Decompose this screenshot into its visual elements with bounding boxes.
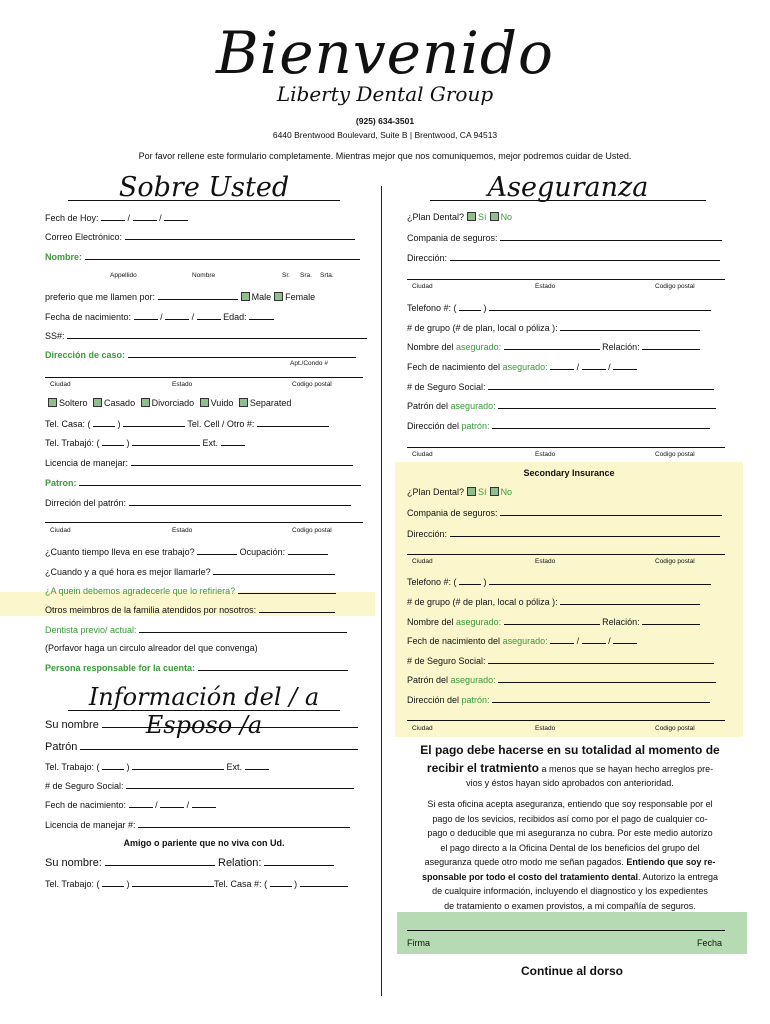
dental-plan-field <box>407 211 512 223</box>
sec-city-label: Ciudad <box>412 558 433 565</box>
spouse-employer-field[interactable] <box>45 740 358 753</box>
group-number-label: # de grupo (# de plan, local o póliza ): <box>407 323 558 333</box>
friend-name-label: Su nombre: <box>45 857 102 869</box>
date-sign-label: Fecha <box>697 938 723 948</box>
sec-insured-name-field[interactable] <box>407 615 700 628</box>
payment-notice <box>400 743 740 790</box>
age-label: Edad: <box>223 312 247 322</box>
section-heading-about: Sobre Usted <box>118 172 290 203</box>
signature-label: Firma <box>407 938 430 948</box>
employer-zip-label: Codigo postal <box>292 527 332 534</box>
job-duration-field[interactable] <box>45 545 328 558</box>
friend-heading: Amigo o pariente que no viva con Ud. <box>123 838 285 848</box>
employer-address-ins-label: Dirección del <box>407 421 460 431</box>
date-field[interactable]: Fech de Hoy: / / <box>45 211 188 224</box>
insured-word-2: asegurado: <box>502 362 548 372</box>
sec-dental-plan-label: ¿Plan Dental? <box>407 487 465 497</box>
ss-label: SS#: <box>45 331 65 341</box>
auth-line-4: el pago directo a la Oficina Dental de los beneficios del grupo del <box>440 842 700 853</box>
city-label: Ciudad <box>50 381 71 388</box>
sec-company-label: Compania de seguros: <box>407 508 498 518</box>
separated-checkbox[interactable] <box>239 398 248 407</box>
insured-employer-label: Patrón del <box>407 401 449 411</box>
call-time-field[interactable] <box>45 565 335 578</box>
sec-phone-label: Telefono #: <box>407 577 452 587</box>
ext-label: Ext. <box>202 438 219 448</box>
sec-dental-plan-field <box>407 486 512 498</box>
soltero-label: Soltero <box>59 398 88 408</box>
responsible-field[interactable] <box>45 661 348 674</box>
employer-ins-zip-label: Codigo postal <box>655 451 695 458</box>
referral-field[interactable] <box>45 584 336 597</box>
sec-plan-si-checkbox[interactable] <box>467 487 476 496</box>
sec-plan-no-label: No <box>500 487 513 497</box>
spouse-work-phone-label: Tel. Trabajo: <box>45 762 95 772</box>
state-label: Estado <box>172 381 193 388</box>
friend-home-phone-label: Tel. Casa #: <box>214 879 262 889</box>
spouse-birthdate-label: Fech de nacimiento: <box>45 800 127 810</box>
employer-ins-city-label: Ciudad <box>412 451 433 458</box>
email-field[interactable] <box>45 230 355 243</box>
insured-name-field[interactable] <box>407 340 700 353</box>
casado-label: Casado <box>104 398 136 408</box>
signature-line[interactable] <box>407 930 725 931</box>
insurance-city-label: Ciudad <box>412 283 433 290</box>
employer-city-line[interactable] <box>45 522 363 523</box>
plan-si-label: Sí <box>478 212 487 222</box>
employer-word: patrón: <box>461 421 490 431</box>
plan-si-checkbox[interactable] <box>467 212 476 221</box>
spouse-name-field[interactable] <box>45 718 358 731</box>
vuido-checkbox[interactable] <box>200 398 209 407</box>
insurance-zip-label: Codigo postal <box>655 283 695 290</box>
sec-employer-city-label: Ciudad <box>412 725 433 732</box>
column-divider <box>381 186 382 996</box>
preferred-label: preferio que me llamen por: <box>45 292 156 302</box>
insured-word-3: asegurado: <box>450 401 496 411</box>
sec-employer-state-label: Estado <box>535 725 556 732</box>
employer-address-label: Dirreción del patrón: <box>45 498 127 508</box>
license-label: Licencia de manejar: <box>45 458 129 468</box>
auth-line-5b: Entiendo que soy re- <box>626 857 716 867</box>
sec-insured-name-label: Nombre del <box>407 617 454 627</box>
employer-address-field[interactable] <box>45 496 351 509</box>
sec-group-field[interactable] <box>407 595 700 608</box>
auth-line-7: de cualquire información, incluyendo el diagnostico y los expedientes <box>432 886 708 896</box>
auth-line-6b: . Autorizo la entrega <box>637 871 719 882</box>
auth-line-8: de tratamiento o examen provistos, a mi compañía de seguros. <box>444 900 696 911</box>
sec-address-field[interactable] <box>407 527 720 540</box>
auth-line-6a: sponsable por todo el costo del tratamiento dental <box>421 871 638 882</box>
section-heading-insurance: Aseguranza <box>487 172 649 203</box>
insurance-city-line[interactable] <box>407 279 725 280</box>
separated-label: Separated <box>249 398 292 408</box>
spouse-work-phone-field[interactable]: Tel. Trabajo: ( ) Ext. <box>45 760 269 773</box>
sec-phone-field[interactable]: Telefono #: ( ) <box>407 575 711 588</box>
sec-employer-city-line[interactable] <box>407 720 725 721</box>
previous-dentist-field[interactable] <box>45 623 347 636</box>
sec-ss-field[interactable] <box>407 654 714 667</box>
employer-state-label: Estado <box>172 527 193 534</box>
circle-note: (Porfavor haga un circulo alreador del que convenga) <box>45 643 258 653</box>
sec-employer-address-label: Dirección del <box>407 695 460 705</box>
sec-birthdate-label: Fech de nacimiento del <box>407 636 501 646</box>
previous-dentist-label: Dentista previo/ actual: <box>45 625 137 635</box>
sec-city-line[interactable] <box>407 554 725 555</box>
spouse-ss-label: # de Seguro Social: <box>45 781 124 791</box>
practice-name: Liberty Dental Group <box>276 82 494 106</box>
female-checkbox[interactable] <box>274 292 283 301</box>
city-line[interactable] <box>45 377 363 378</box>
spouse-name-label: Su nombre <box>45 719 99 731</box>
sec-state-label: Estado <box>535 558 556 565</box>
apt-label: Apt./Condo # <box>290 360 328 367</box>
employer-address-ins-field[interactable] <box>407 419 710 432</box>
zip-label: Codigo postal <box>292 381 332 388</box>
divorciado-checkbox[interactable] <box>141 398 150 407</box>
auth-line-2: pago de los sevicios, recibidos así como por el pago de cualquier co- <box>432 813 708 824</box>
employer-city-label: Ciudad <box>50 527 71 534</box>
payment-line-1: El pago debe hacerse en su totalidad al momento de <box>420 743 720 757</box>
insured-ss-label: # de Seguro Social: <box>407 382 486 392</box>
home-phone-label: Tel. Casa: <box>45 419 86 429</box>
sec-employer-address-field[interactable] <box>407 693 710 706</box>
spouse-employer-label: Patrón <box>45 741 78 753</box>
female-label: Female <box>285 292 316 302</box>
employer-ins-city-line[interactable] <box>407 447 725 448</box>
call-time-label: ¿Cuando y a qué hora es mejor llamarle? <box>45 567 211 577</box>
sec-company-field[interactable] <box>407 506 722 519</box>
work-phone-label: Tel. Trabajó: <box>45 438 95 448</box>
employer-field[interactable] <box>45 476 361 489</box>
sec-zip-label: Codigo postal <box>655 558 695 565</box>
sec-relation-label: Relación: <box>602 617 640 627</box>
cell-phone-label: Tel. Cell / Otro #: <box>187 419 255 429</box>
insurance-company-field[interactable] <box>407 231 722 244</box>
insurance-address-label: Dirección: <box>407 253 448 263</box>
insurance-company-label: Compania de seguros: <box>407 233 498 243</box>
name-col-sra: Sra. <box>300 272 312 279</box>
auth-line-3: pago o deducible que mi aseguranza no cubra. Por este medio autorizo <box>427 828 713 838</box>
friend-phone-field[interactable]: Tel. Trabajo: ( ) Tel. Casa #: ( ) <box>45 877 348 890</box>
insured-birthdate-field[interactable]: Fech de nacimiento del asegurado: / / <box>407 360 637 373</box>
insurance-address-field[interactable] <box>407 251 720 264</box>
sec-employer-label: Patrón del <box>407 675 449 685</box>
name-col-srta: Srta. <box>320 272 334 279</box>
plan-no-label: No <box>500 212 513 222</box>
insured-name-label: Nombre del <box>407 342 454 352</box>
sec-insured-word: asegurado: <box>456 617 502 627</box>
spouse-license-field[interactable] <box>45 818 350 831</box>
insured-word: asegurado: <box>456 342 502 352</box>
male-checkbox[interactable] <box>241 292 250 301</box>
preferred-name-field[interactable] <box>45 290 315 303</box>
practice-phone: (925) 634-3501 <box>355 116 415 126</box>
name-label: Nombre: <box>45 252 83 262</box>
continue-notice: Continue al dorso <box>521 964 623 978</box>
insured-employer-field[interactable] <box>407 399 716 412</box>
family-label: Otros meimbros de la familia atendidos por nosotros: <box>45 605 257 615</box>
occupation-label: Ocupación: <box>239 547 286 557</box>
employer-ins-state-label: Estado <box>535 451 556 458</box>
divorciado-label: Divorciado <box>151 398 195 408</box>
payment-line-3: a menos que se hayan hecho arreglos pre- <box>541 764 714 774</box>
insured-ss-field[interactable] <box>407 380 714 393</box>
license-field[interactable] <box>45 456 353 469</box>
practice-address: 6440 Brentwood Boulevard, Suite B | Brentwood, CA 94513 <box>272 130 498 140</box>
payment-line-2: recibir el tratmiento <box>426 761 539 775</box>
sec-insured-word-2: asegurado: <box>502 636 548 646</box>
section-heading-spouse: Información del / a Esposo /a <box>88 683 320 739</box>
payment-line-4: vios y éstos hayan sido aprobados con anterioridad. <box>466 778 674 788</box>
birthdate-field[interactable]: Fecha de nacimiento: / / Edad: <box>45 310 274 323</box>
family-field[interactable] <box>45 603 335 616</box>
spouse-birthdate-field[interactable]: Fech de nacimiento: / / <box>45 798 216 811</box>
home-phone-field[interactable]: Tel. Casa: ( ) Tel. Cell / Otro #: <box>45 417 329 430</box>
group-number-field[interactable] <box>407 321 700 334</box>
sec-group-label: # de grupo (# de plan, local o póliza ): <box>407 597 558 607</box>
insured-birthdate-label: Fech de nacimiento del <box>407 362 501 372</box>
responsible-label: Persona responsable for la cuenta: <box>45 663 196 673</box>
sec-employer-word: patrón: <box>461 695 490 705</box>
signature-box <box>397 912 747 954</box>
friend-relation-label: Relation: <box>218 857 262 869</box>
page-title: Bienvenido <box>216 19 554 87</box>
employer-label: Patron: <box>45 478 77 488</box>
friend-name-field[interactable] <box>45 856 334 869</box>
secondary-heading: Secondary Insurance <box>523 468 615 478</box>
home-address-label: Dirección de caso: <box>45 350 126 360</box>
birthdate-label: Fecha de nacimiento: <box>45 312 132 322</box>
date-label: Fech de Hoy: <box>45 213 99 223</box>
spouse-ss-field[interactable] <box>45 779 354 792</box>
authorization-paragraph <box>400 797 740 913</box>
sec-plan-si-label: Sí <box>478 487 487 497</box>
referral-label: ¿A quein debemos agradecerle que lo refiriera? <box>45 586 236 596</box>
sec-employer-field[interactable] <box>407 673 716 686</box>
ss-field[interactable] <box>45 329 367 342</box>
sec-plan-no-checkbox[interactable] <box>490 487 499 496</box>
male-label: Male <box>251 292 272 302</box>
insurance-state-label: Estado <box>535 283 556 290</box>
sec-ss-label: # de Seguro Social: <box>407 656 486 666</box>
auth-line-5a: aseguranza quede otro modo me señan pagados. <box>424 857 624 867</box>
sec-employer-zip-label: Codigo postal <box>655 725 695 732</box>
soltero-checkbox[interactable] <box>48 398 57 407</box>
plan-no-checkbox[interactable] <box>490 212 499 221</box>
sec-insured-word-3: asegurado: <box>450 675 496 685</box>
insurance-phone-label: Telefono #: <box>407 303 452 313</box>
sec-birthdate-field[interactable]: Fech de nacimiento del asegurado: / / <box>407 634 637 647</box>
insurance-phone-field[interactable]: Telefono #: ( ) <box>407 301 711 314</box>
name-col-sr: Sr. <box>282 272 290 279</box>
email-label: Correo Electrónico: <box>45 232 123 242</box>
job-duration-label: ¿Cuanto tiempo lleva en ese trabajo? <box>45 547 195 557</box>
marital-status <box>45 397 291 409</box>
name-col-apellido: Appellido <box>110 272 137 279</box>
relation-label: Relación: <box>602 342 640 352</box>
name-col-nombre: Nombre <box>192 272 216 279</box>
dental-plan-label: ¿Plan Dental? <box>407 212 465 222</box>
sec-address-label: Dirección: <box>407 529 448 539</box>
casado-checkbox[interactable] <box>93 398 102 407</box>
vuido-label: Vuido <box>210 398 234 408</box>
name-field[interactable] <box>45 250 360 263</box>
intro-text: Por favor rellene este formulario completamente. Mientras mejor que nos comuniquemos, mejor podremos cuidar de Usted. <box>138 151 632 161</box>
work-phone-field[interactable]: Tel. Trabajó: ( ) Ext. <box>45 436 245 449</box>
spouse-license-label: Licencia de manejar #: <box>45 820 136 830</box>
spouse-ext-label: Ext. <box>226 762 243 772</box>
friend-work-phone-label: Tel. Trabajo: <box>45 879 95 889</box>
auth-line-1: Si esta oficina acepta aseguranza, entiendo que soy responsable por el <box>427 799 713 809</box>
